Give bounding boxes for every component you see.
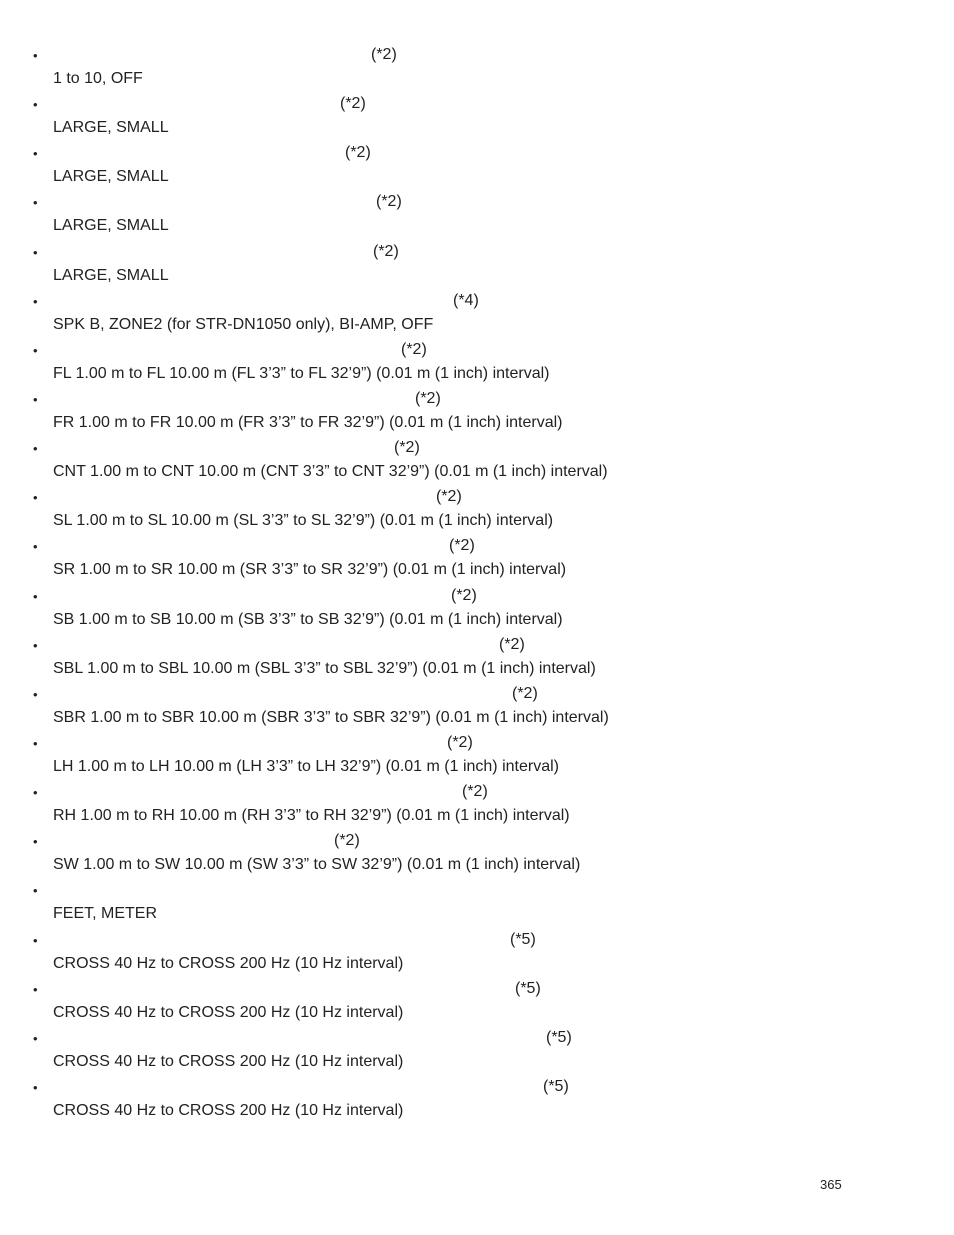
list-item (0, 976, 954, 1025)
list-item (0, 386, 954, 435)
bullet-icon: • (33, 539, 38, 555)
list-item (0, 140, 954, 189)
bullet-icon: • (33, 244, 38, 260)
setting-values: LH 1.00 m to LH 10.00 m (LH 3’3” to LH 32’9”) (0.01 m (1 inch) interval) (53, 757, 559, 775)
footnote-ref: (*5) (510, 930, 536, 948)
footnote-ref: (*2) (449, 537, 475, 555)
bullet-icon: • (33, 342, 38, 358)
setting-values: CROSS 40 Hz to CROSS 200 Hz (10 Hz interval) (53, 954, 404, 972)
footnote-ref: (*2) (334, 832, 360, 850)
bullet-icon: • (33, 686, 38, 702)
setting-values: LARGE, SMALL (53, 217, 169, 235)
list-item (0, 42, 954, 91)
bullet-icon: • (33, 146, 38, 162)
list-item (0, 239, 954, 288)
setting-values: SBR 1.00 m to SBR 10.00 m (SBR 3’3” to SBR 32’9”) (0.01 m (1 inch) interval) (53, 708, 609, 726)
footnote-ref: (*2) (345, 144, 371, 162)
footnote-ref: (*2) (401, 340, 427, 358)
bullet-icon: • (33, 48, 38, 63)
list-item (0, 730, 954, 779)
setting-values: SL 1.00 m to SL 10.00 m (SL 3’3” to SL 32’9”) (0.01 m (1 inch) interval) (53, 512, 554, 530)
list-item (0, 337, 954, 386)
list-item (0, 533, 954, 582)
footnote-ref: (*5) (546, 1028, 572, 1046)
bullet-icon: • (33, 1079, 38, 1095)
list-item (0, 91, 954, 140)
list-item (0, 632, 954, 681)
setting-values: LARGE, SMALL (53, 168, 169, 186)
setting-values: SW 1.00 m to SW 10.00 m (SW 3’3” to SW 32’9”) (0.01 m (1 inch) interval) (53, 856, 581, 874)
list-item (0, 877, 954, 926)
setting-values: CROSS 40 Hz to CROSS 200 Hz (10 Hz interval) (53, 1101, 404, 1119)
setting-values: SR 1.00 m to SR 10.00 m (SR 3’3” to SR 32’9”) (0.01 m (1 inch) interval) (53, 561, 567, 579)
list-item (0, 828, 954, 877)
footnote-ref: (*2) (415, 389, 441, 407)
setting-values: FR 1.00 m to FR 10.00 m (FR 3’3” to FR 32’9”) (0.01 m (1 inch) interval) (53, 413, 563, 431)
footnote-ref: (*4) (453, 291, 479, 309)
bullet-icon: • (33, 293, 38, 309)
footnote-ref: (*2) (436, 488, 462, 506)
bullet-icon: • (33, 441, 38, 457)
setting-values: CROSS 40 Hz to CROSS 200 Hz (10 Hz interval) (53, 1003, 404, 1021)
list-item (0, 779, 954, 828)
footnote-ref: (*2) (499, 635, 525, 653)
setting-values: LARGE, SMALL (53, 119, 169, 137)
bullet-icon: • (33, 785, 38, 801)
list-item (0, 1074, 954, 1123)
list-item (0, 435, 954, 484)
bullet-icon: • (33, 637, 38, 653)
setting-values: CROSS 40 Hz to CROSS 200 Hz (10 Hz interval) (53, 1052, 404, 1070)
list-item (0, 583, 954, 632)
footnote-ref: (*2) (340, 95, 366, 113)
bullet-icon: • (33, 834, 38, 850)
footnote-ref: (*2) (451, 586, 477, 604)
list-item (0, 288, 954, 337)
list-item (0, 927, 954, 976)
footnote-ref: (*2) (462, 783, 488, 801)
setting-values: LARGE, SMALL (53, 266, 169, 284)
bullet-icon: • (33, 97, 38, 113)
bullet-icon: • (33, 391, 38, 407)
footnote-ref: (*2) (371, 46, 397, 63)
footnote-ref: (*5) (543, 1077, 569, 1095)
bullet-icon: • (33, 490, 38, 506)
footnote-ref: (*2) (394, 439, 420, 457)
bullet-icon: • (33, 195, 38, 211)
footnote-ref: (*2) (512, 684, 538, 702)
footnote-ref: (*2) (373, 242, 399, 260)
bullet-icon: • (33, 1030, 38, 1046)
page-number: 365 (820, 1177, 842, 1192)
list-item (0, 1025, 954, 1074)
setting-values: FL 1.00 m to FL 10.00 m (FL 3’3” to FL 32’9”) (0.01 m (1 inch) interval) (53, 364, 550, 382)
footnote-ref: (*2) (447, 733, 473, 751)
bullet-icon: • (33, 981, 38, 997)
list-item (0, 484, 954, 533)
setting-values: RH 1.00 m to RH 10.00 m (RH 3’3” to RH 32’9”) (0.01 m (1 inch) interval) (53, 807, 570, 825)
setting-values: CNT 1.00 m to CNT 10.00 m (CNT 3’3” to CNT 32’9”) (0.01 m (1 inch) interval) (53, 463, 608, 481)
bullet-icon: • (33, 588, 38, 604)
list-item (0, 189, 954, 238)
list-item (0, 681, 954, 730)
settings-list (0, 42, 954, 1123)
setting-values: SBL 1.00 m to SBL 10.00 m (SBL 3’3” to SBL 32’9”) (0.01 m (1 inch) interval) (53, 659, 596, 677)
setting-values: FEET, METER (53, 905, 158, 923)
setting-values: 1 to 10, OFF (53, 70, 143, 87)
bullet-icon: • (33, 883, 38, 899)
setting-values: SB 1.00 m to SB 10.00 m (SB 3’3” to SB 32’9”) (0.01 m (1 inch) interval) (53, 610, 563, 628)
bullet-icon: • (33, 932, 38, 948)
setting-values: SPK B, ZONE2 (for STR-DN1050 only), BI-AMP, OFF (53, 315, 434, 333)
footnote-ref: (*2) (376, 193, 402, 211)
footnote-ref: (*5) (515, 979, 541, 997)
bullet-icon: • (33, 735, 38, 751)
